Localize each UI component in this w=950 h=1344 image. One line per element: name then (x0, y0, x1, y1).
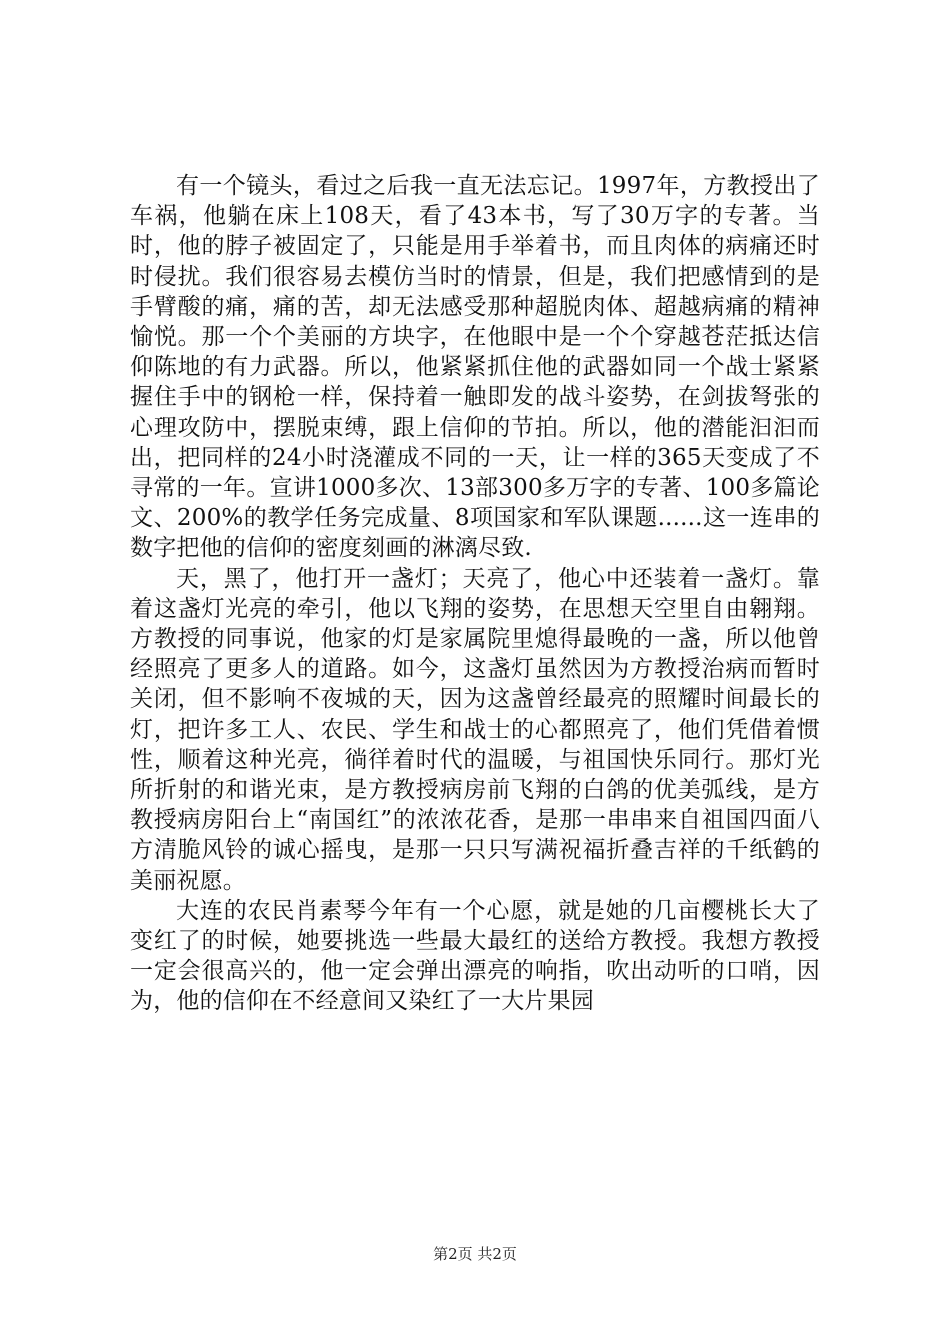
paragraph-2: 天，黑了，他打开一盏灯；天亮了，他心中还装着一盏灯。靠着这盏灯光亮的牵引，他以飞翔的姿势，在思想天空里自由翱翔。方教授的同事说，他家的灯是家属院里熄得最晚的一盏，所以他曾经照亮了更多人的道路。如今，这盏灯虽然因为方教授治病而暂时关闭，但不影响不夜城的天，因为这盏曾经最亮的照耀时间最长的灯，把许多工人、农民、学生和战士的心都照亮了，他们凭借着惯性，顺着这种光亮，徜徉着时代的温暖，与祖国快乐同行。那灯光所折射的和谐光束，是方教授病房前飞翔的白鸽的优美弧线，是方教授病房阳台上“南国红”的浓浓花香，是那一串串来自祖国四面八方清脆风铃的诚心摇曳，是那一只只写满祝福折叠吉祥的千纸鹤的美丽祝愿。 (130, 565, 820, 894)
paragraph-3: 大连的农民肖素琴今年有一个心愿，就是她的几亩樱桃长大了变红了的时候，她要挑选一些最大最红的送给方教授。我想方教授一定会很高兴的，他一定会弹出漂亮的响指，吹出动听的口哨，因为，他的信仰在不经意间又染红了一大片果园 (130, 897, 820, 1015)
page-footer: 第2页 共2页 (433, 1245, 517, 1263)
document-body (130, 171, 820, 1017)
paragraph-1: 有一个镜头，看过之后我一直无法忘记。1997年，方教授出了车祸，他躺在床上108天，看了43本书，写了30万字的专著。当时，他的脖子被固定了，只能是用手举着书，而且肉体的病痛还时时侵扰。我们很容易去模仿当时的情景，但是，我们把感情到的是手臂酸的痛，痛的苦，却无法感受那种超脱肉体、超越病痛的精神愉悦。那一个个美丽的方块字，在他眼中是一个个穿越苍茫抵达信仰陈地的有力武器。所以，他紧紧抓住他的武器如同一个战士紧紧握住手中的钢枪一样，保持着一触即发的战斗姿势，在剑拔弩张的心理攻防中，摆脱束缚，跟上信仰的节拍。所以，他的潜能汩汩而出，把同样的24小时浇灌成不同的一天，让一样的365天变成了不寻常的一年。宣讲1000多次、13部300多万字的专著、100多篇论文、200%的教学任务完成量、8项国家和军队课题......这一连串的数字把他的信仰的密度刻画的淋漓尽致. (130, 173, 820, 562)
